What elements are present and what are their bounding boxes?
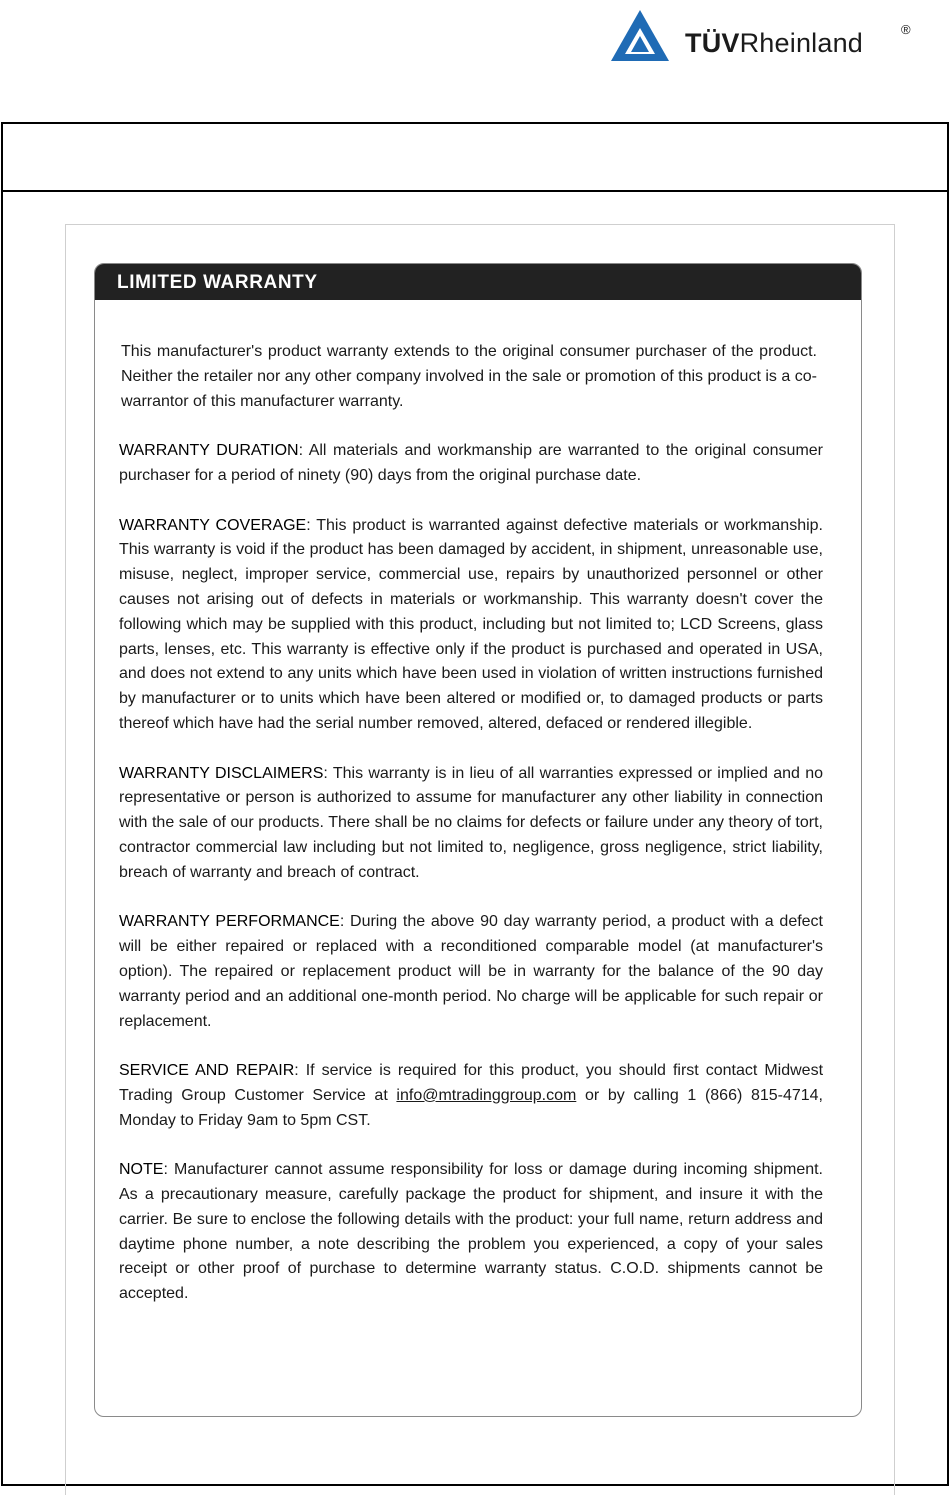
note-paragraph (119, 1158, 823, 1307)
note-text: : Manufacturer cannot assume responsibility for loss or damage during incoming shipment. As a precautionary measure, carefully package the product for shipment, and insure it with the carrier. Be sure to enclose the following details with the product: your full name, return address and daytime phone number, a note describing the problem you experienced, a copy of your sales receipt or other proof of purchase to determine warranty status. C.O.D. shipments cannot be accepted. (119, 1161, 823, 1303)
warranty-disclaimers-term: WARRANTY DISCLAIMERS (119, 764, 324, 782)
warranty-duration-paragraph (119, 439, 823, 489)
warranty-performance-term: WARRANTY PERFORMANCE (119, 913, 340, 931)
warranty-intro: This manufacturer's product warranty extends to the original consumer purchaser of the product. Neither the retailer nor any other company involved in the sale or promotion of this product is a co-warrantor of this manufacturer warranty. (121, 343, 817, 410)
warranty-coverage-paragraph (119, 514, 823, 737)
warranty-performance-text: : During the above 90 day warranty period, a product with a defect will be either repaired or replaced with a reconditioned comparable model (at manufacturer's option). The repaired or replacement product will be in warranty for the balance of the 90 day warranty period and an additional one-month period. No charge will be applicable for such repair or replacement. (119, 913, 824, 1030)
warranty-disclaimers-text: : This warranty is in lieu of all warranties expressed or implied and no representative or person is authorized to assume for manufacturer any other liability in connection with the sale of our products. There shall be no claims for defects or failure under any theory of tort, contractor commercial law including but not limited to, negligence, gross negligence, strict liability, breach of warranty and breach of contract. (119, 764, 823, 881)
warranty-duration-text: : All materials and workmanship are warranted to the original consumer purchaser for a period of ninety (90) days from the original purchase date. (119, 442, 823, 484)
service-email-link[interactable]: info@mtradinggroup.com (396, 1086, 577, 1104)
note-term: NOTE (119, 1161, 164, 1179)
service-and-repair-term: SERVICE AND REPAIR (119, 1062, 295, 1080)
warranty-title: LIMITED WARRANTY (95, 264, 861, 300)
warranty-body (119, 340, 823, 1332)
warranty-coverage-text: : This product is warranted against defective materials or workmanship. This warranty is void if the product has been damaged by accident, in shipment, unreasonable use, misuse, neglect, improper service, commercial use, repairs by unauthorized personnel or other causes not arising out of defects in materials or workmanship. This warranty doesn't cover the following which may be supplied with this product, including but not limited to; LCD Screens, glass parts, lenses, etc. This warranty is effective only if the product is purchased and operated in USA, and does not extend to any units which have been used in violation of written instructions furnished by manufacturer or to units which have been altered or modified or, to damaged products or parts thereof which have had the serial number removed, altered, defaced or rendered illegible. (119, 516, 823, 732)
tuv-rheinland-logo (609, 8, 919, 64)
service-and-repair-paragraph (119, 1059, 823, 1133)
warranty-coverage-term: WARRANTY COVERAGE (119, 516, 307, 534)
logo-brand-regular: Rheinland (739, 28, 864, 58)
frame-header-divider (3, 190, 947, 192)
logo-wordmark (685, 28, 863, 58)
warranty-duration-term: WARRANTY DURATION (119, 442, 299, 460)
registered-mark: ® (901, 22, 911, 37)
triangle-logo-icon (609, 8, 671, 64)
limited-warranty-panel (94, 263, 862, 1417)
warranty-disclaimers-paragraph (119, 762, 823, 886)
logo-brand-bold: TÜV (685, 28, 740, 58)
service-text-before: : If service is required for this product, you should first contact Midwest Trading Group Customer Service at (119, 1062, 824, 1104)
warranty-performance-paragraph (119, 910, 823, 1034)
service-text-after: or by calling 1 (866) 815-4714, Monday to Friday 9am to 5pm CST. (119, 1086, 823, 1129)
